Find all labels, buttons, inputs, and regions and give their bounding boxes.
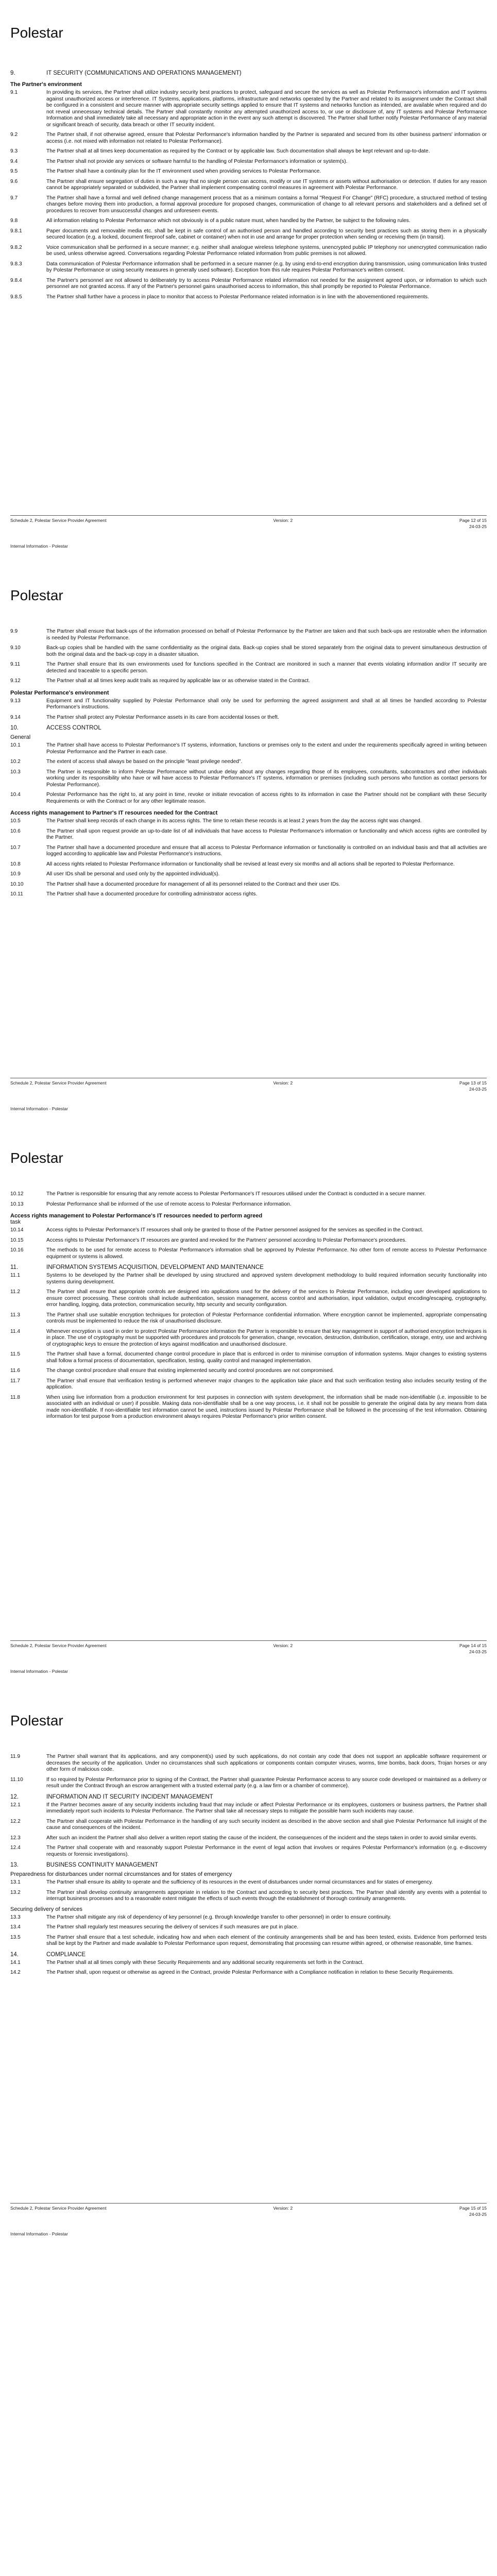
clause [10,168,487,175]
footer-page-number: Page 14 of 15 [459,1643,487,1648]
clause-text: The Partner shall at all times keep audit trails as required by applicable law or as otherwise stated in the Contract. [46,678,310,684]
clause-text: The extent of access shall always be based on the principle "least privilege needed". [46,759,243,765]
clause-text: The Partner shall at all times keep documentation as required by the Contract or by applicable law. Such documentation shall always be kept relevant and up-to-date. [46,148,430,154]
footer-version: Version: 2 [273,518,293,523]
clause [10,1802,487,1815]
document-page-3 [0,1125,497,1688]
clause-text: The Partner shall at all times comply with these Security Requirements and any additional security requirements set forth in the Contract. [46,1959,364,1965]
clause [10,278,487,291]
clause-number: 12.2 [10,1818,21,1824]
clause [10,678,487,685]
clause-text: The methods to be used for remote access to Polestar Performance's information shall be approved by Polestar Performance. No other form of remote access to Polestar Performance equipment or systems is allowed. [46,1247,487,1260]
footer-document-title: Schedule 2, Polestar Service Provider Agreement [10,1080,107,1086]
classification-label: Internal Information - Polestar [10,1669,68,1674]
clause-number: 9.6 [10,178,18,184]
clause-number: 14.2 [10,1970,21,1975]
clause-number: 11.2 [10,1289,21,1295]
clause [10,828,487,841]
clause [10,218,487,225]
section-heading [10,1264,487,1270]
clause-text: The Partner shall, upon request or otherwise as agreed in the Contract, provide Polestar Performance with a Compliance notification in relation to these Security Requirements. [46,1970,454,1975]
clause [10,882,487,888]
document-page-2 [0,563,497,1125]
clause-text: The Partner shall cooperate with Polestar Performance in the handling of any such security incident as described in the above section and shall give Polestar Performance full insight of the cause and consequences of the incident. [46,1818,487,1831]
clause-number: 9.7 [10,195,18,201]
footer-document-title: Schedule 2, Polestar Service Provider Agreement [10,518,107,523]
polestar-logo: Polestar [10,1713,63,1728]
clause-number: 11.6 [10,1368,21,1374]
clause [10,871,487,878]
subheading: The Partner's environment [10,81,82,88]
clause-number: 9.3 [10,148,18,154]
clause-text: The Partner is responsible to inform Polestar Performance without undue delay about any changes regarding those of its employees, consultants, subcontractors and other individuals working under its responsibility who have or will have access to Polestar Performance's IT systems, information or premises (including such persons who function as contact persons for Polestar Performance). [46,769,487,788]
clause-number: 9.8.2 [10,244,22,250]
clause-number: 13.3 [10,1914,21,1920]
clause [10,662,487,674]
section-heading [10,70,487,76]
clause [10,1777,487,1790]
section-number: 14. [10,1951,19,1958]
clause-number: 9.8.4 [10,277,22,283]
clause [10,261,487,274]
clause-text: All information relating to Polestar Performance which not obviously is of a public nature must, when handled by the Partner, be subject to the following rules. [46,218,410,224]
section-title: IT SECURITY (COMMUNICATIONS AND OPERATIONS MANAGEMENT) [46,70,242,76]
clause-text: Back-up copies shall be handled with the same confidentiality as the original data. Back-up copies shall be stored separately from the original data to prevent simultaneous destruction of both the original data and the back-up copy in a disaster situation. [46,645,487,657]
section-heading [10,725,487,731]
section-title: ACCESS CONTROL [46,725,101,731]
clause [10,1273,487,1285]
clause-number: 10.5 [10,818,21,824]
clause-text: The Partner shall cooperate with and reasonably support Polestar Performance in the event of legal action that involves or requires Polestar Performance's information (e.g. e-discovery requests or forensic investigations). [46,1845,487,1857]
clause [10,1395,487,1420]
clause-number: 12.4 [10,1845,21,1851]
clause-text: The Partner shall ensure that appropriate controls are designed into applications used for the delivery of the services to Polestar Performance, including user developed applications to ensure correct processing. These controls shall include authentication, session management, access control and authorisation, input validation, output encoding/escaping, cryptography, error handling, logging, data protection, communication security, http security and security configuration. [46,1289,487,1308]
clause-number: 13.5 [10,1934,21,1940]
clause [10,769,487,789]
classification-label: Internal Information - Polestar [10,2231,68,2236]
page-content [10,66,487,304]
section-number: 13. [10,1862,19,1868]
clause-text: The Partner is responsible for ensuring that any remote access to Polestar Performance's IT resources utilised under the Contract is conducted in a secure manner. [46,1191,426,1197]
clause [10,1289,487,1309]
clause [10,715,487,721]
page-content [10,1191,487,1424]
clause-text: The Partner shall use suitable encryption techniques for protection of Polestar Performance confidential information. Where encryption cannot be implemented, appropriate compensating controls must be implemented to reduce the risk of unauthorised disclosure. [46,1312,487,1324]
clause-text: The Partner shall have a continuity plan for the IT environment used when providing services to Polestar Performance. [46,168,321,174]
clause-number: 10.8 [10,861,21,867]
clause-number: 9.2 [10,132,18,138]
page-footer [10,1640,487,1654]
polestar-logo: Polestar [10,587,63,603]
clause-number: 10.10 [10,881,24,887]
clause-number: 9.8 [10,218,18,224]
clause-number: 10.15 [10,1237,24,1243]
footer-date: 24-03-25 [469,1087,487,1092]
clause-number: 11.10 [10,1776,23,1783]
section-heading [10,1862,487,1868]
section-number: 11. [10,1264,19,1270]
clause-number: 9.12 [10,678,21,684]
clause-text: Polestar Performance has the right to, at any point in time, revoke or initiate revocation of access rights to its information in case the Partner should not be compliant with these Security Requirements or with the Contract or for any other legitimate reason. [46,792,487,804]
clause-text: The Partner shall ensure that its own environments used for functions specified in the Contract are monitored in such a manner that events violating information and/or IT security are detected and traceable to a specific person. [46,662,487,674]
document-page-1 [0,0,497,563]
clause-text: If the Partner becomes aware of any security incidents including fraud that may include or affect Polestar Performance or its employees, customers or business partners, the Partner shall immediately report such incidents to Polestar Performance. The Partner shall take all necessary steps to mitigate the possible harm such incidents may cause. [46,1802,487,1814]
clause-text: Paper documents and removable media etc. shall be kept in safe control of an authorised person and handled according to security best practices such as storing them in a physically secured location (e.g. a locked, document fireproof safe, cabinet or container) when not in use and arrange for proper protection when sending or receiving them (in transit). [46,228,487,240]
clause [10,1368,487,1375]
clause-text: Whenever encryption is used in order to protect Polestar Performance information the Partner is responsible to ensure that key management in support of authorised encryption techniques is in place. The use of cryptography must be supported with procedures and protocols for generation, change, revocation, destruction, distribution, certification, storage, entry, use and archiving of cryptographic keys to ensure the protection of keys against modification and unauthorised disclosure. [46,1328,487,1347]
clause-number: 9.11 [10,662,21,667]
clause-number: 9.1 [10,90,18,95]
clause [10,1227,487,1234]
classification-label: Internal Information - Polestar [10,544,68,549]
clause [10,845,487,858]
clause [10,818,487,825]
clause-text: The Partner shall regularly test measures securing the delivery of services if such measures are put in place. [46,1924,299,1930]
clause [10,1191,487,1198]
clause-number: 11.9 [10,1754,21,1759]
clause [10,1351,487,1364]
clause [10,179,487,192]
clause-text: The Partner shall ensure that verification testing is performed whenever major changes to the application take place and that such verification testing also includes security testing of the application. [46,1378,487,1390]
clause-text: The Partner shall not provide any services or software harmful to the handling of Polestar Performance's information or system(s). [46,158,348,164]
clause-text: In providing its services, the Partner shall utilize industry security best practices to protect, safeguard and secure the services as well as Polestar Performance's information and IT systems against unauthorized access or interference. IT Systems, applications, platforms, infrastructure and networks operated by the Partner and related to its assignment under the Contract shall be configured in a consistent and secure manner with appropriate security settings applied to ensure that IT systems and networks function as intended, are available when required and do not reveal unnecessary technical details. The Partner shall constantly monitor any attempted unauthorized access to, or use or disclosure of, any IT systems and Polestar Performance Information and shall immediately take all necessary and appropriate action in the event any such attempt is discovered. The Partner shall further notify Polestar Performance of any material or significant breach of security, data breach or other IT security incident. [46,90,487,128]
clause-text: The Partner shall have a documented procedure for controlling administrator access rights. [46,891,258,897]
clause-number: 9.8.5 [10,294,22,300]
clause [10,1819,487,1832]
clause-text: The Partner shall upon request provide an up-to-date list of all individuals that have access to Polestar Performance's information or functionality and which access rights are controlled by the Partner. [46,828,487,840]
clause-text: All user IDs shall be personal and used only by the appointed individual(s). [46,871,220,877]
clause-number: 11.8 [10,1394,21,1400]
clause [10,1845,487,1858]
clause-number: 12.1 [10,1802,21,1808]
clause [10,698,487,711]
clause-number: 11.1 [10,1273,21,1278]
clause [10,1914,487,1921]
section-number: 10. [10,725,19,731]
clause-number: 12.3 [10,1835,21,1841]
clause-number: 9.9 [10,629,18,634]
clause [10,1247,487,1260]
clause-text: Access rights to Polestar Performance's IT resources shall only be granted to those of the Partner personnel assigned for the services as specified in the Contract. [46,1227,423,1233]
clause-number: 10.9 [10,871,21,877]
clause [10,861,487,868]
clause-number: 11.4 [10,1328,21,1334]
clause-text: The Partner shall have a formal, documented change control procedure in place that is enforced in order to minimise corruption of information systems. Major changes to existing systems shall follow a formal process of documentation, specification, testing, quality control and managed implementation. [46,1351,487,1364]
clause-number: 9.8.1 [10,228,22,234]
clause-text: Voice communication shall be performed in a secure manner; e.g. neither shall analogue wireless telephone systems, unencrypted public IP telephony nor unencrypted communication radio be used, unless otherwise agreed. Conversations regarding Polestar Performance related information from public premises is not allowed. [46,244,487,257]
clause-text: The Partner shall warrant that its applications, and any component(s) used by such applications, do not contain any code that does not support an applicable software requirement or decreases the security of the application. Under no circumstances shall such applications or components contain computer viruses, worms, time bombs, back doors, Trojan horses or any other form of malicious code. [46,1754,487,1772]
clause-text: The change control procedure shall ensure that existing implemented security and control procedures are not compromised. [46,1368,334,1374]
clause [10,148,487,155]
clause [10,742,487,755]
section-title: BUSINESS CONTINUITY MANAGEMENT [46,1862,159,1868]
clause-text: The Partner shall mitigate any risk of dependency of key personnel (e.g. through knowledge transfer to other personnel) in order to ensure continuity. [46,1914,391,1920]
clause [10,792,487,805]
clause-text: When using live information from a production environment for test purposes in connection with system development, the information shall be made non-identifiable (i.e. impossible to be associated with an individual or user) if possible. Making data non-identifiable shall be a one way process, i.e. it shall not be possible to generate the original data by any means from data made non-identifiable. If non-identifiable test information cannot be used, instructions issued by Polestar Performance shall be followed in the processing of the test information. Obtaining information for test purpose from a production environment always requires Polestar Performance's prior written consent. [46,1394,487,1419]
clause [10,1970,487,1976]
footer-document-title: Schedule 2, Polestar Service Provider Agreement [10,2206,107,2211]
clause [10,1960,487,1967]
clause [10,132,487,145]
footer-version: Version: 2 [273,2206,293,2211]
clause-number: 10.16 [10,1247,24,1253]
clause-text: Systems to be developed by the Partner shall be developed by using structured and approved system development methodology to build required information security functionality into systems during development. [46,1273,487,1285]
clause-text: All access rights related to Polestar Performance information or functionality shall be revised at least every six months and all actions shall be reported to Polestar Performance. [46,861,455,867]
subheading: Access rights management to Partner's IT resources needed for the Contract [10,810,218,816]
clause-number: 10.12 [10,1191,24,1197]
document-page-4 [0,1688,497,2250]
clause [10,228,487,241]
clause-text: Polestar Performance shall be informed of the use of remote access to Polestar Performance information. [46,1201,292,1207]
clause-number: 10.4 [10,792,21,798]
clause-text: The Partner shall protect any Polestar Performance assets in its care from accidental losses or theft. [46,714,279,720]
clause [10,645,487,658]
clause-text: The Partner shall ensure segregation of duties in such a way that no single person can access, modify or use IT systems or assets without authorisation or detection. If duties for any reason cannot be appropriately separated or subdivided, the Partner shall implement compensating control measures in agreement with Polestar Performance. [46,178,487,191]
clause-number: 11.3 [10,1312,21,1318]
page-footer [10,2203,487,2217]
footer-date: 24-03-25 [469,1649,487,1654]
clause-text: The Partner shall have a documented procedure for management of all its personnel related to the Contract and their user IDs. [46,881,340,887]
clause-number: 9.14 [10,714,21,720]
clause-number: 10.3 [10,769,21,775]
clause-number: 13.1 [10,1879,21,1885]
page-footer [10,515,487,529]
clause-text: The Partner shall ensure that back-ups of the information processed on behalf of Polestar Performance by the Partner are taken and that such back-ups are restorable when the information is needed by Polestar Performance. [46,629,487,641]
clause-number: 10.6 [10,828,21,834]
clause-number: 10.7 [10,844,21,851]
polestar-logo: Polestar [10,1150,63,1166]
section-title: INFORMATION SYSTEMS ACQUISITION, DEVELOPMENT AND MAINTENANCE [46,1264,264,1270]
clause-text: If so required by Polestar Performance prior to signing of the Contract, the Partner shall guarantee Polestar Performance access to any source code developed or maintained as a delivery or result under the Contract through an escrow arrangement with a trusted external party (e.g. a law firm or a chamber of commerce). [46,1776,487,1789]
clause [10,1835,487,1842]
clause [10,159,487,165]
clause-number: 10.11 [10,891,23,897]
footer-page-number: Page 12 of 15 [459,518,487,523]
clause [10,1201,487,1208]
classification-label: Internal Information - Polestar [10,1106,68,1111]
clause-text: The Partner shall have access to Polestar Performance's IT systems, information, functions or premises only to the extent and under the requirements specifically agreed in writing between Polestar Performance and the Partner in each case. [46,742,487,755]
page-footer [10,1078,487,1092]
clause-number: 9.13 [10,698,21,704]
clause-text: The Partner shall ensure that a test schedule, indicating how and when each element of the continuity arrangements shall be and has been tested, exists. Evidence from performed tests shall be kept by the Partner and made available to Polestar Performance upon request, demonstrating that processing can resume within agreed, or otherwise reasonable, time frames. [46,1934,487,1946]
clause [10,1378,487,1391]
clause [10,629,487,641]
clause-text: Data communication of Polestar Performance information shall be performed in a secure manner (e.g. by using end-to-end encryption during transmission, using communication links trusted by Polestar Performance or using security measures in generally used software). Exception from this rule requires Polestar Performance's written consent. [46,261,487,273]
clause-text: Equipment and IT functionality supplied by Polestar Performance shall only be used for performing the agreed assignment and shall at all times be handled according to Polestar Performance's instructions. [46,698,487,710]
subheading: Polestar Performance's environment [10,689,109,696]
clause-number: 9.5 [10,168,18,174]
section-number: 12. [10,1793,19,1800]
section-number: 9. [10,70,15,76]
clause-number: 11.5 [10,1351,21,1357]
clause [10,1312,487,1325]
clause-text: The Partner shall keep records of each change in its access rights. The time to retain these records is at least 2 years from the day the access right was changed. [46,818,422,824]
clause [10,1879,487,1886]
clause-text: The Partner shall have a formal and well defined change management process that as a minimum contains a formal "Request For Change" (RFC) procedure, a structured method of testing changes before moving them into production, a formal approval procedure for proposed changes, communication of change to all relevant persons and stakeholders and a defined set of procedures to recover from unsuccessful changes and unforeseen events. [46,195,487,214]
clause-text: The Partner shall have a documented procedure and ensure that all access to Polestar Performance information or functionality is controlled on an individual basis and that all activities are logged according to applicable law and Polestar Performance's instructions. [46,844,487,857]
page-content [10,629,487,902]
clause [10,245,487,258]
subheading-continued: task [10,1219,21,1225]
clause-text: The Partner shall ensure its ability to operate and the sufficiency of its resources in the event of disturbances under normal circumstances and for states of emergency. [46,1879,433,1885]
clause-number: 9.4 [10,158,18,164]
clause-number: 9.8.3 [10,261,22,267]
clause [10,294,487,301]
clause-number: 10.1 [10,742,21,748]
clause-number: 13.4 [10,1924,21,1930]
clause [10,90,487,128]
clause-number: 10.13 [10,1201,24,1207]
clause [10,1935,487,1947]
subheading: General [10,734,31,740]
footer-page-number: Page 15 of 15 [459,2206,487,2211]
subheading: Preparedness for disturbances under normal circumstances and for states of emergency [10,1871,232,1877]
clause [10,1329,487,1348]
footer-page-number: Page 13 of 15 [459,1080,487,1086]
clause [10,1754,487,1773]
footer-version: Version: 2 [273,1643,293,1648]
clause [10,1238,487,1244]
clause-number: 13.2 [10,1889,21,1895]
clause [10,759,487,766]
section-heading [10,1794,487,1800]
section-title: INFORMATION AND IT SECURITY INCIDENT MANAGEMENT [46,1793,213,1800]
clause-number: 11.7 [10,1378,21,1384]
clause-number: 10.14 [10,1227,24,1233]
clause [10,1890,487,1903]
section-heading [10,1952,487,1958]
clause [10,1924,487,1931]
clause-text: The Partner shall, if not otherwise agreed, ensure that Polestar Performance's information handled by the Partner is separated and secured from its other business partners' information or access (i.e. not mixed with information not related to Polestar Performance). [46,132,487,144]
footer-date: 24-03-25 [469,2212,487,2217]
clause-number: 10.2 [10,759,21,765]
polestar-logo: Polestar [10,25,63,41]
subheading: Access rights management to Polestar Performance's IT resources needed to perform agreed [10,1213,263,1219]
clause-text: The Partner's personnel are not allowed to deliberately try to access Polestar Performance related information not needed for the assignment agreed upon, or information to which such personnel are not granted access. If any of the Partner's personnel gains unauthorised access to information, this shall promptly be reported to Polestar Performance. [46,277,487,290]
clause-text: The Partner shall develop continuity arrangements appropriate in relation to the Contract and according to security best practices. The Partner shall identify any events with a potential to interrupt business processes and to a reasonable extent mitigate the effects of such events through the establishment of thorough continuity arrangements. [46,1889,487,1902]
clause [10,891,487,898]
footer-document-title: Schedule 2, Polestar Service Provider Agreement [10,1643,107,1648]
clause-text: After such an incident the Partner shall also deliver a written report stating the cause of the incident, the consequences of the incident and the steps taken in order to avoid similar events. [46,1835,477,1841]
clause-number: 9.10 [10,645,21,651]
clause [10,195,487,215]
clause-number: 14.1 [10,1959,21,1965]
page-content [10,1754,487,1980]
clause-text: Access rights to Polestar Performance's IT resources are granted and revoked for the Partners' personnel according to Polestar Performance's procedures. [46,1237,407,1243]
subheading: Securing delivery of services [10,1906,83,1912]
clause-text: The Partner shall further have a process in place to monitor that access to Polestar Performance related information is in line with the abovementioned requirements. [46,294,429,300]
footer-version: Version: 2 [273,1080,293,1086]
section-title: COMPLIANCE [46,1951,86,1958]
footer-date: 24-03-25 [469,524,487,529]
